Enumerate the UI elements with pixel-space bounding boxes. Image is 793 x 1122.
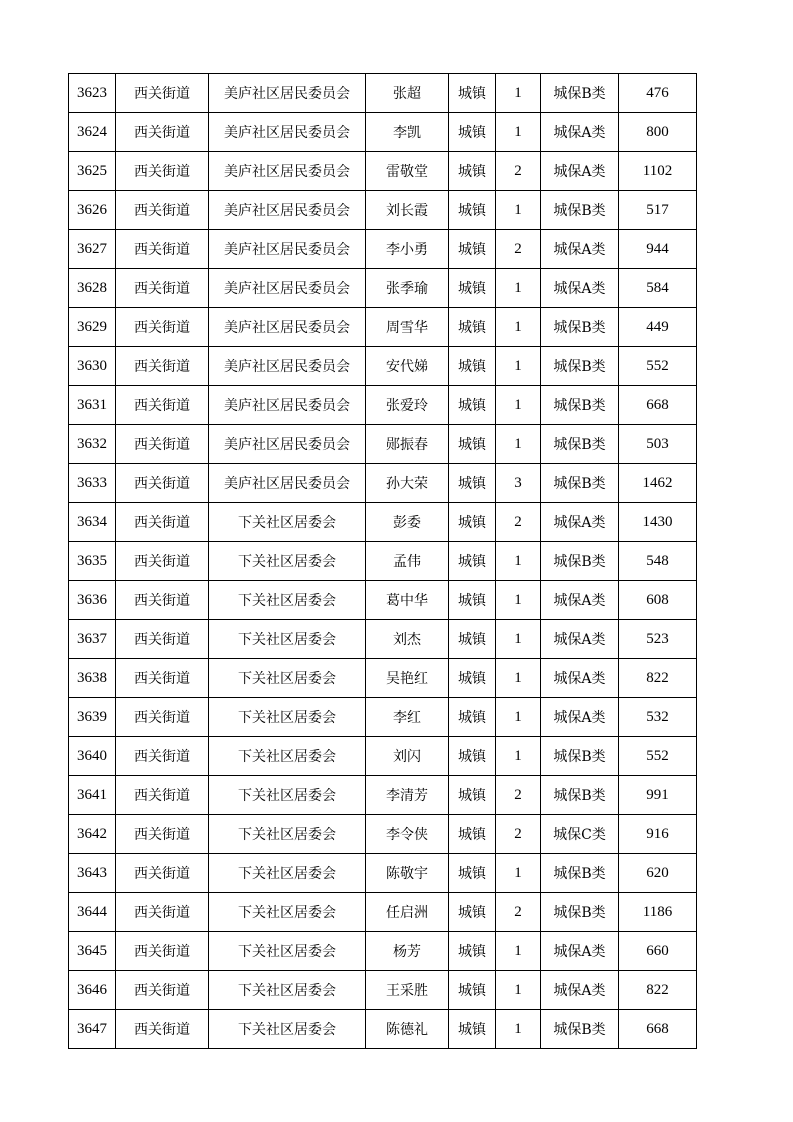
- household-count-cell: 1: [496, 971, 541, 1010]
- serial-number-cell: 3635: [69, 542, 116, 581]
- serial-number-cell: 3629: [69, 308, 116, 347]
- household-count-cell: 1: [496, 347, 541, 386]
- insurance-class-cell: 城保B类: [541, 854, 619, 893]
- insurance-class-cell: 城保A类: [541, 581, 619, 620]
- amount-cell: 548: [619, 542, 697, 581]
- household-count-cell: 1: [496, 620, 541, 659]
- insurance-class-cell: 城保B类: [541, 74, 619, 113]
- serial-number-cell: 3633: [69, 464, 116, 503]
- community-cell: 下关社区居委会: [209, 971, 366, 1010]
- table-row: [69, 737, 697, 776]
- area-type-cell: 城镇: [449, 893, 496, 932]
- name-cell: 安代娣: [366, 347, 449, 386]
- serial-number-cell: 3640: [69, 737, 116, 776]
- street-cell: 西关街道: [116, 1010, 209, 1049]
- household-count-cell: 3: [496, 464, 541, 503]
- table-row: [69, 698, 697, 737]
- insurance-class-cell: 城保A类: [541, 932, 619, 971]
- name-cell: 王采胜: [366, 971, 449, 1010]
- name-cell: 刘杰: [366, 620, 449, 659]
- serial-number-cell: 3644: [69, 893, 116, 932]
- name-cell: 刘闪: [366, 737, 449, 776]
- amount-cell: 476: [619, 74, 697, 113]
- table-row: [69, 620, 697, 659]
- community-cell: 下关社区居委会: [209, 542, 366, 581]
- name-cell: 张季瑜: [366, 269, 449, 308]
- household-count-cell: 1: [496, 113, 541, 152]
- name-cell: 孙大荣: [366, 464, 449, 503]
- area-type-cell: 城镇: [449, 1010, 496, 1049]
- amount-cell: 523: [619, 620, 697, 659]
- area-type-cell: 城镇: [449, 815, 496, 854]
- insurance-class-cell: 城保C类: [541, 815, 619, 854]
- serial-number-cell: 3645: [69, 932, 116, 971]
- table-row: [69, 776, 697, 815]
- serial-number-cell: 3641: [69, 776, 116, 815]
- table-row: [69, 386, 697, 425]
- name-cell: 李小勇: [366, 230, 449, 269]
- household-count-cell: 1: [496, 74, 541, 113]
- amount-cell: 668: [619, 1010, 697, 1049]
- community-cell: 下关社区居委会: [209, 737, 366, 776]
- name-cell: 刘长霞: [366, 191, 449, 230]
- community-cell: 美庐社区居民委员会: [209, 464, 366, 503]
- area-type-cell: 城镇: [449, 230, 496, 269]
- insurance-class-cell: 城保B类: [541, 1010, 619, 1049]
- serial-number-cell: 3636: [69, 581, 116, 620]
- street-cell: 西关街道: [116, 269, 209, 308]
- street-cell: 西关街道: [116, 74, 209, 113]
- data-table-container: [68, 73, 696, 1049]
- area-type-cell: 城镇: [449, 386, 496, 425]
- amount-cell: 620: [619, 854, 697, 893]
- amount-cell: 1430: [619, 503, 697, 542]
- table-row: [69, 269, 697, 308]
- area-type-cell: 城镇: [449, 932, 496, 971]
- community-cell: 美庐社区居民委员会: [209, 230, 366, 269]
- table-row: [69, 74, 697, 113]
- street-cell: 西关街道: [116, 854, 209, 893]
- street-cell: 西关街道: [116, 542, 209, 581]
- household-count-cell: 1: [496, 737, 541, 776]
- household-count-cell: 1: [496, 1010, 541, 1049]
- area-type-cell: 城镇: [449, 113, 496, 152]
- community-cell: 下关社区居委会: [209, 620, 366, 659]
- name-cell: 陈德礼: [366, 1010, 449, 1049]
- insurance-class-cell: 城保A类: [541, 971, 619, 1010]
- serial-number-cell: 3639: [69, 698, 116, 737]
- area-type-cell: 城镇: [449, 659, 496, 698]
- amount-cell: 552: [619, 347, 697, 386]
- amount-cell: 991: [619, 776, 697, 815]
- community-cell: 美庐社区居民委员会: [209, 74, 366, 113]
- community-cell: 下关社区居委会: [209, 581, 366, 620]
- insurance-class-cell: 城保B类: [541, 737, 619, 776]
- household-count-cell: 1: [496, 659, 541, 698]
- community-cell: 下关社区居委会: [209, 893, 366, 932]
- household-count-cell: 1: [496, 932, 541, 971]
- name-cell: 张爱玲: [366, 386, 449, 425]
- area-type-cell: 城镇: [449, 698, 496, 737]
- amount-cell: 608: [619, 581, 697, 620]
- insurance-class-cell: 城保A类: [541, 269, 619, 308]
- insurance-class-cell: 城保A类: [541, 620, 619, 659]
- community-cell: 美庐社区居民委员会: [209, 425, 366, 464]
- serial-number-cell: 3643: [69, 854, 116, 893]
- insurance-class-cell: 城保B类: [541, 542, 619, 581]
- amount-cell: 1102: [619, 152, 697, 191]
- name-cell: 任启洲: [366, 893, 449, 932]
- area-type-cell: 城镇: [449, 737, 496, 776]
- serial-number-cell: 3623: [69, 74, 116, 113]
- serial-number-cell: 3631: [69, 386, 116, 425]
- street-cell: 西关街道: [116, 191, 209, 230]
- community-cell: 下关社区居委会: [209, 932, 366, 971]
- table-row: [69, 932, 697, 971]
- serial-number-cell: 3630: [69, 347, 116, 386]
- insurance-class-cell: 城保A类: [541, 698, 619, 737]
- amount-cell: 800: [619, 113, 697, 152]
- table-row: [69, 542, 697, 581]
- household-count-cell: 2: [496, 815, 541, 854]
- insurance-class-cell: 城保A类: [541, 113, 619, 152]
- name-cell: 郧振春: [366, 425, 449, 464]
- amount-cell: 660: [619, 932, 697, 971]
- community-cell: 美庐社区居民委员会: [209, 113, 366, 152]
- area-type-cell: 城镇: [449, 347, 496, 386]
- community-cell: 下关社区居委会: [209, 659, 366, 698]
- amount-cell: 532: [619, 698, 697, 737]
- amount-cell: 916: [619, 815, 697, 854]
- insurance-class-cell: 城保B类: [541, 893, 619, 932]
- table-row: [69, 191, 697, 230]
- serial-number-cell: 3638: [69, 659, 116, 698]
- household-count-cell: 2: [496, 503, 541, 542]
- table-row: [69, 425, 697, 464]
- insurance-class-cell: 城保B类: [541, 464, 619, 503]
- insurance-class-cell: 城保B类: [541, 776, 619, 815]
- household-count-cell: 1: [496, 269, 541, 308]
- street-cell: 西关街道: [116, 425, 209, 464]
- amount-cell: 822: [619, 971, 697, 1010]
- table-row: [69, 581, 697, 620]
- name-cell: 李凯: [366, 113, 449, 152]
- street-cell: 西关街道: [116, 503, 209, 542]
- street-cell: 西关街道: [116, 893, 209, 932]
- street-cell: 西关街道: [116, 737, 209, 776]
- household-count-cell: 2: [496, 230, 541, 269]
- community-cell: 下关社区居委会: [209, 503, 366, 542]
- household-count-cell: 1: [496, 854, 541, 893]
- amount-cell: 1186: [619, 893, 697, 932]
- area-type-cell: 城镇: [449, 191, 496, 230]
- community-cell: 下关社区居委会: [209, 698, 366, 737]
- household-count-cell: 1: [496, 191, 541, 230]
- area-type-cell: 城镇: [449, 152, 496, 191]
- serial-number-cell: 3634: [69, 503, 116, 542]
- insurance-class-cell: 城保B类: [541, 347, 619, 386]
- table-row: [69, 971, 697, 1010]
- community-cell: 下关社区居委会: [209, 776, 366, 815]
- household-count-cell: 1: [496, 386, 541, 425]
- insurance-class-cell: 城保B类: [541, 191, 619, 230]
- street-cell: 西关街道: [116, 347, 209, 386]
- area-type-cell: 城镇: [449, 74, 496, 113]
- street-cell: 西关街道: [116, 152, 209, 191]
- street-cell: 西关街道: [116, 698, 209, 737]
- table-row: [69, 893, 697, 932]
- table-row: [69, 230, 697, 269]
- name-cell: 李红: [366, 698, 449, 737]
- community-cell: 下关社区居委会: [209, 854, 366, 893]
- table-row: [69, 113, 697, 152]
- street-cell: 西关街道: [116, 113, 209, 152]
- community-cell: 美庐社区居民委员会: [209, 347, 366, 386]
- name-cell: 吴艳红: [366, 659, 449, 698]
- data-table: [68, 73, 697, 1049]
- serial-number-cell: 3632: [69, 425, 116, 464]
- street-cell: 西关街道: [116, 815, 209, 854]
- street-cell: 西关街道: [116, 776, 209, 815]
- table-body: [69, 74, 697, 1049]
- serial-number-cell: 3642: [69, 815, 116, 854]
- amount-cell: 944: [619, 230, 697, 269]
- amount-cell: 552: [619, 737, 697, 776]
- name-cell: 孟伟: [366, 542, 449, 581]
- street-cell: 西关街道: [116, 659, 209, 698]
- community-cell: 下关社区居委会: [209, 1010, 366, 1049]
- table-row: [69, 815, 697, 854]
- street-cell: 西关街道: [116, 932, 209, 971]
- insurance-class-cell: 城保A类: [541, 659, 619, 698]
- area-type-cell: 城镇: [449, 308, 496, 347]
- area-type-cell: 城镇: [449, 620, 496, 659]
- insurance-class-cell: 城保B类: [541, 308, 619, 347]
- street-cell: 西关街道: [116, 620, 209, 659]
- serial-number-cell: 3627: [69, 230, 116, 269]
- serial-number-cell: 3628: [69, 269, 116, 308]
- street-cell: 西关街道: [116, 386, 209, 425]
- insurance-class-cell: 城保A类: [541, 152, 619, 191]
- area-type-cell: 城镇: [449, 503, 496, 542]
- serial-number-cell: 3625: [69, 152, 116, 191]
- name-cell: 张超: [366, 74, 449, 113]
- table-row: [69, 854, 697, 893]
- area-type-cell: 城镇: [449, 776, 496, 815]
- table-row: [69, 659, 697, 698]
- table-row: [69, 347, 697, 386]
- community-cell: 美庐社区居民委员会: [209, 269, 366, 308]
- community-cell: 美庐社区居民委员会: [209, 191, 366, 230]
- amount-cell: 503: [619, 425, 697, 464]
- street-cell: 西关街道: [116, 464, 209, 503]
- area-type-cell: 城镇: [449, 542, 496, 581]
- household-count-cell: 2: [496, 776, 541, 815]
- serial-number-cell: 3646: [69, 971, 116, 1010]
- table-row: [69, 152, 697, 191]
- area-type-cell: 城镇: [449, 971, 496, 1010]
- household-count-cell: 1: [496, 308, 541, 347]
- serial-number-cell: 3624: [69, 113, 116, 152]
- table-row: [69, 1010, 697, 1049]
- table-row: [69, 464, 697, 503]
- insurance-class-cell: 城保B类: [541, 386, 619, 425]
- street-cell: 西关街道: [116, 308, 209, 347]
- table-row: [69, 308, 697, 347]
- name-cell: 周雪华: [366, 308, 449, 347]
- household-count-cell: 1: [496, 542, 541, 581]
- serial-number-cell: 3626: [69, 191, 116, 230]
- name-cell: 陈敬宇: [366, 854, 449, 893]
- name-cell: 杨芳: [366, 932, 449, 971]
- insurance-class-cell: 城保A类: [541, 503, 619, 542]
- amount-cell: 517: [619, 191, 697, 230]
- amount-cell: 822: [619, 659, 697, 698]
- amount-cell: 449: [619, 308, 697, 347]
- household-count-cell: 2: [496, 152, 541, 191]
- community-cell: 美庐社区居民委员会: [209, 308, 366, 347]
- area-type-cell: 城镇: [449, 425, 496, 464]
- insurance-class-cell: 城保B类: [541, 425, 619, 464]
- area-type-cell: 城镇: [449, 464, 496, 503]
- street-cell: 西关街道: [116, 971, 209, 1010]
- serial-number-cell: 3637: [69, 620, 116, 659]
- area-type-cell: 城镇: [449, 269, 496, 308]
- household-count-cell: 1: [496, 425, 541, 464]
- name-cell: 李令侠: [366, 815, 449, 854]
- amount-cell: 584: [619, 269, 697, 308]
- community-cell: 美庐社区居民委员会: [209, 152, 366, 191]
- name-cell: 彭委: [366, 503, 449, 542]
- name-cell: 李清芳: [366, 776, 449, 815]
- community-cell: 美庐社区居民委员会: [209, 386, 366, 425]
- area-type-cell: 城镇: [449, 581, 496, 620]
- serial-number-cell: 3647: [69, 1010, 116, 1049]
- table-row: [69, 503, 697, 542]
- amount-cell: 1462: [619, 464, 697, 503]
- name-cell: 雷敬堂: [366, 152, 449, 191]
- area-type-cell: 城镇: [449, 854, 496, 893]
- amount-cell: 668: [619, 386, 697, 425]
- street-cell: 西关街道: [116, 230, 209, 269]
- insurance-class-cell: 城保A类: [541, 230, 619, 269]
- household-count-cell: 1: [496, 581, 541, 620]
- community-cell: 下关社区居委会: [209, 815, 366, 854]
- street-cell: 西关街道: [116, 581, 209, 620]
- name-cell: 葛中华: [366, 581, 449, 620]
- household-count-cell: 2: [496, 893, 541, 932]
- household-count-cell: 1: [496, 698, 541, 737]
